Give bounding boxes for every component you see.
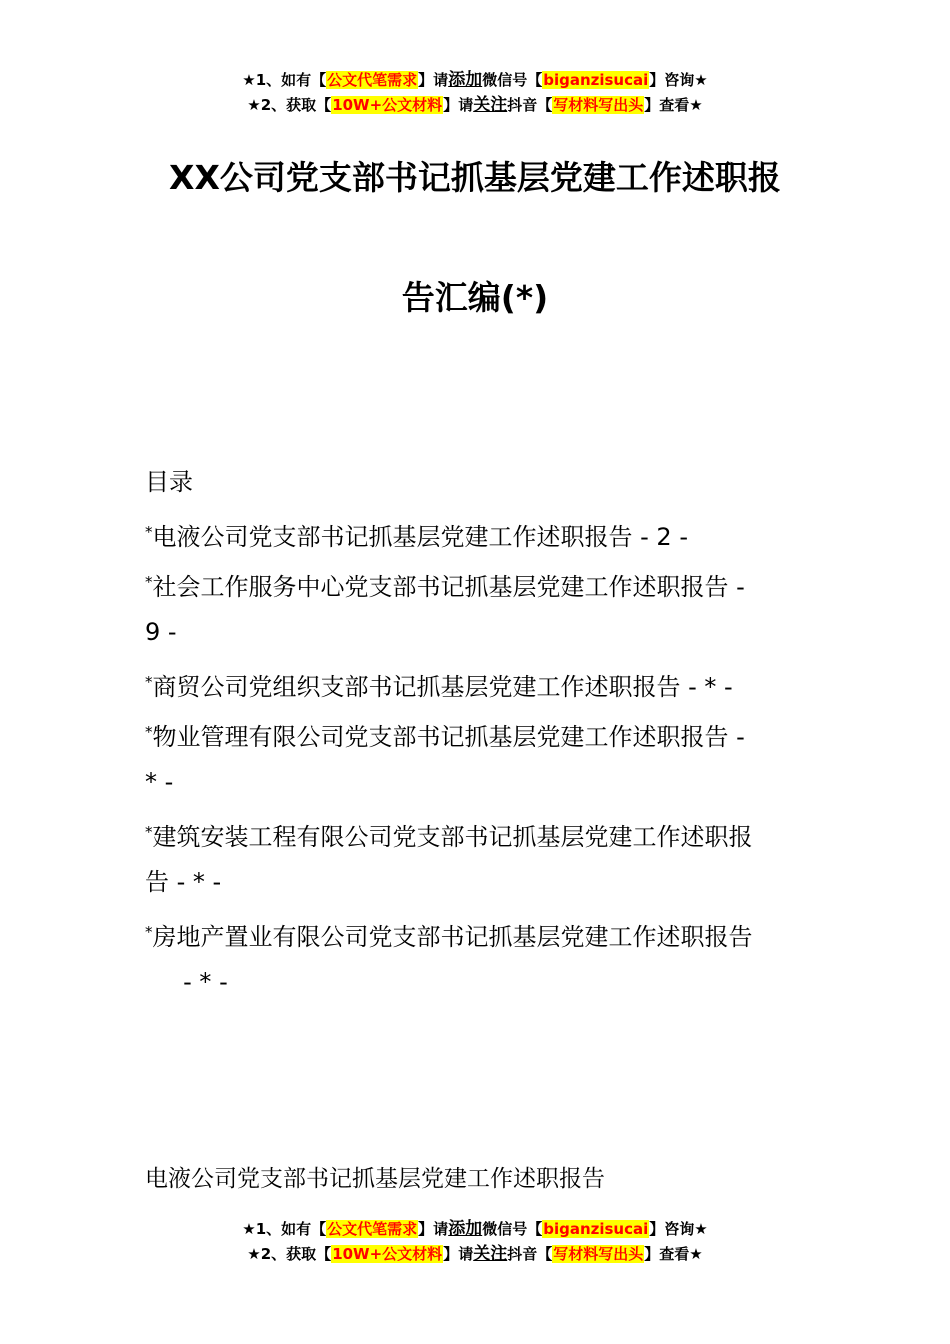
toc-entry-6-text: 房地产置业有限公司党支部书记抓基层党建工作述职报告 [152, 923, 753, 951]
toc-bullet: * [145, 523, 153, 541]
footer-2-mid-1: 】请 [443, 1245, 474, 1263]
toc-entry-4-text: 物业管理有限公司党支部书记抓基层党建工作述职报告 - [152, 723, 745, 751]
footer-1-highlight-1: 公文代笔需求 [327, 1220, 418, 1238]
banner-2-mid-2: 抖音【 [507, 96, 553, 114]
footer-banner-line-2 [0, 1242, 950, 1266]
banner-1-mid-1: 】请 [418, 71, 449, 89]
banner-2-post: 】查看★ [644, 96, 703, 114]
footer-2-highlight-1: 10W+公文材料 [332, 1245, 443, 1263]
document-title-line-1: XX公司党支部书记抓基层党建工作述职报 [169, 158, 781, 197]
banner-1-mid-2: 微信号【 [482, 71, 543, 89]
footer-2-underline: 关注 [473, 1244, 508, 1264]
banner-2-highlight-1: 10W+公文材料 [332, 96, 443, 114]
toc-entry-4[interactable] [145, 716, 745, 753]
footer-1-pre: ★1、如有【 [242, 1220, 327, 1238]
banner-line-1 [0, 68, 950, 92]
footer-2-post: 】查看★ [644, 1245, 703, 1263]
toc-entry-2[interactable] [145, 566, 745, 603]
toc-entry-1-text: 电液公司党支部书记抓基层党建工作述职报告 - 2 - [152, 523, 688, 551]
section-heading: 电液公司党支部书记抓基层党建工作述职报告 [145, 1166, 605, 1192]
banner-line-2 [0, 93, 950, 117]
banner-1-underline: 添加 [448, 70, 483, 90]
footer-1-mid-2: 微信号【 [482, 1220, 543, 1238]
toc-entry-2-text: 社会工作服务中心党支部书记抓基层党建工作述职报告 - [152, 573, 745, 601]
footer-2-pre: ★2、获取【 [247, 1245, 332, 1263]
toc-entry-3[interactable] [145, 666, 733, 703]
toc-bullet: * [145, 673, 153, 691]
toc-entry-2-continued: 9 - [145, 618, 177, 646]
document-title-line-2: 告汇编(*) [401, 278, 549, 317]
banner-2-highlight-2: 写材料写出头 [553, 96, 644, 114]
toc-bullet: * [145, 723, 153, 741]
footer-1-underline: 添加 [448, 1219, 483, 1239]
footer-1-mid-1: 】请 [418, 1220, 449, 1238]
banner-2-underline: 关注 [473, 95, 508, 115]
toc-entry-5-text: 建筑安装工程有限公司党支部书记抓基层党建工作述职报 [152, 823, 753, 851]
toc-entry-4-continued: * - [145, 768, 174, 796]
banner-2-mid-1: 】请 [443, 96, 474, 114]
footer-2-highlight-2: 写材料写出头 [553, 1245, 644, 1263]
toc-bullet: * [145, 573, 153, 591]
footer-2-mid-2: 抖音【 [507, 1245, 553, 1263]
toc-heading: 目录 [145, 468, 193, 496]
banner-1-pre: ★1、如有【 [242, 71, 327, 89]
toc-entry-6[interactable] [145, 916, 753, 953]
footer-1-post: 】咨询★ [649, 1220, 708, 1238]
banner-2-pre: ★2、获取【 [247, 96, 332, 114]
toc-entry-6-continued: - * - [145, 968, 228, 996]
banner-1-highlight-1: 公文代笔需求 [327, 71, 418, 89]
footer-banner-line-1 [0, 1217, 950, 1241]
toc-bullet: * [145, 823, 153, 841]
toc-entry-5-continued: 告 - * - [145, 868, 222, 896]
banner-1-post: 】咨询★ [649, 71, 708, 89]
toc-bullet: * [145, 923, 153, 941]
toc-entry-1[interactable] [145, 516, 688, 553]
footer-1-highlight-2: biganzisucai [543, 1220, 649, 1238]
banner-1-highlight-2: biganzisucai [543, 71, 649, 89]
toc-entry-3-text: 商贸公司党组织支部书记抓基层党建工作述职报告 - * - [152, 673, 733, 701]
toc-entry-5[interactable] [145, 816, 753, 853]
